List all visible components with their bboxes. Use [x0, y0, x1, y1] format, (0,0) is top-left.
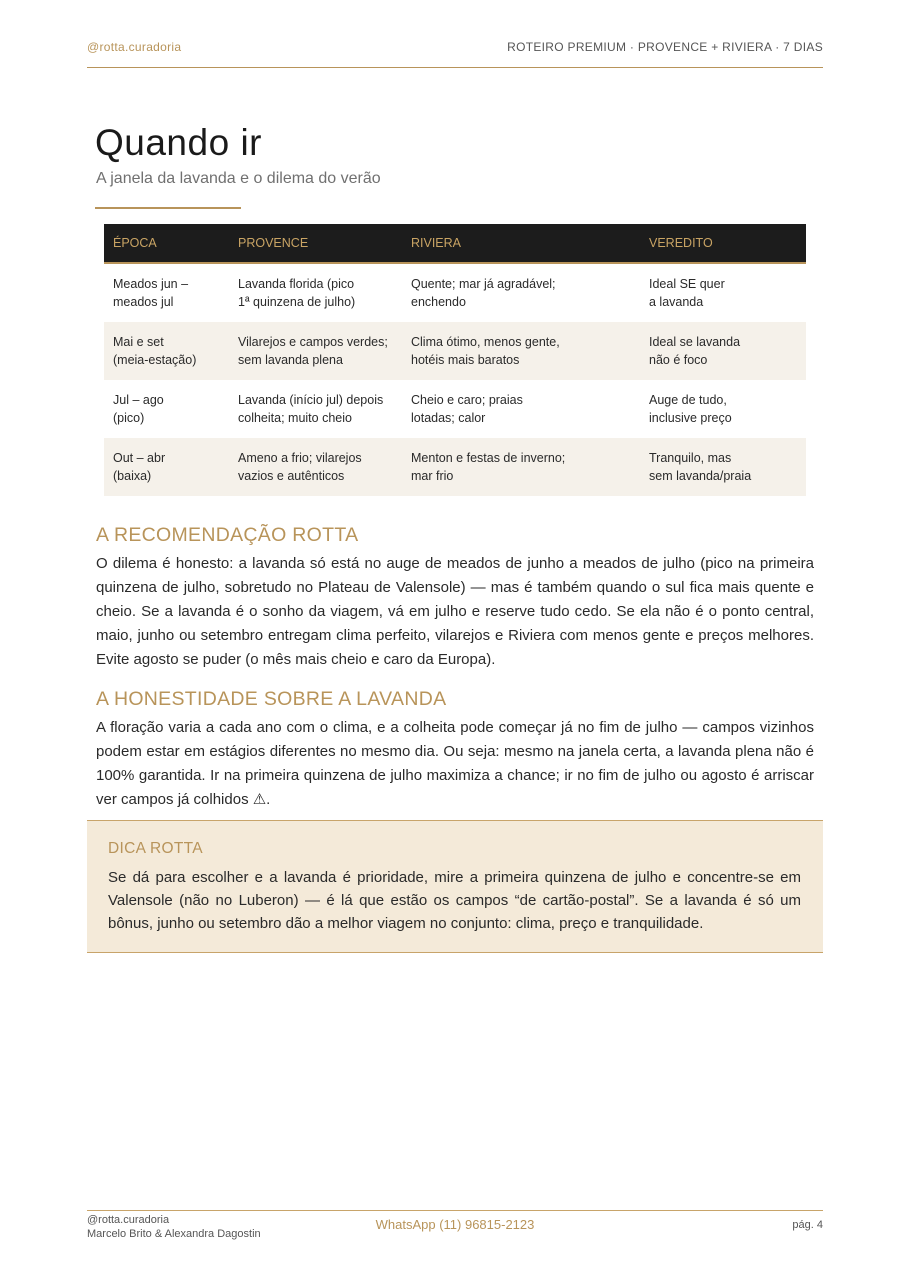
- column-header-provence: PROVENCE: [229, 224, 402, 263]
- cell-line: mar frio: [411, 469, 454, 483]
- footer-whatsapp: WhatsApp (11) 96815-2123: [375, 1217, 535, 1232]
- cell-line: (baixa): [113, 469, 152, 483]
- footer-credits: [87, 1213, 261, 1241]
- cell-line: Ideal SE quer: [649, 277, 725, 291]
- table-cell: [229, 380, 402, 438]
- cell-line: sem lavanda plena: [238, 353, 343, 367]
- table-cell: [640, 263, 806, 322]
- header-doc-title: ROTEIRO PREMIUM · PROVENCE + RIVIERA · 7 DIAS: [507, 40, 823, 54]
- page-number: pág. 4: [792, 1219, 823, 1231]
- table-cell: [402, 380, 640, 438]
- cell-line: (pico): [113, 411, 145, 425]
- table-row: [104, 322, 806, 380]
- table-cell: [402, 263, 640, 322]
- cell-line: a lavanda: [649, 295, 704, 309]
- table-cell: [640, 322, 806, 380]
- cell-line: Clima ótimo, menos gente,: [411, 335, 560, 349]
- cell-line: Lavanda florida (pico: [238, 277, 355, 291]
- table-header-row: [104, 224, 806, 263]
- table-cell: [104, 380, 229, 438]
- cell-line: Vilarejos e campos verdes;: [238, 335, 388, 349]
- cell-line: não é foco: [649, 353, 708, 367]
- table-cell: [229, 438, 402, 496]
- cell-line: Jul – ago: [113, 393, 164, 407]
- page-title: Quando ir: [95, 122, 262, 163]
- table-cell: [640, 380, 806, 438]
- cell-line: Mai e set: [113, 335, 164, 349]
- table-row: [104, 263, 806, 322]
- cell-line: Menton e festas de inverno;: [411, 451, 566, 465]
- table-cell: [229, 322, 402, 380]
- cell-line: Ameno a frio; vilarejos: [238, 451, 362, 465]
- cell-line: colheita; muito cheio: [238, 411, 352, 425]
- cell-line: meados jul: [113, 295, 174, 309]
- season-table: [104, 224, 806, 496]
- cell-line: (meia-estação): [113, 353, 197, 367]
- page-subtitle: A janela da lavanda e o dilema do verão: [96, 170, 381, 187]
- cell-line: Tranquilo, mas: [649, 451, 732, 465]
- table-cell: [402, 438, 640, 496]
- recommendation-paragraph: O dilema é honesto: a lavanda só está no auge de meados de junho a meados de julho (pico na primeira quinzena de julho, sobretudo no Plateau de Valensole) — mas é também quando o sul fica mais quente e cheio. Se a lavanda é o sonho da viagem, vá em julho e reserve tudo cedo. Se ela não é o ponto central, maio, junho ou setembro entregam clima perfeito, vilarejos e Riviera com menos gente e preços melhores. Evite agosto se puder (o mês mais cheio e caro da Europa).: [96, 555, 814, 668]
- table-cell: [104, 322, 229, 380]
- running-header: [87, 40, 823, 68]
- recommendation-heading: A RECOMENDAÇÃO ROTTA: [96, 524, 359, 546]
- table-cell: [402, 322, 640, 380]
- cell-line: Lavanda (início jul) depois: [238, 393, 384, 407]
- footer-divider: [87, 1210, 823, 1211]
- cell-line: 1ª quinzena de julho): [238, 295, 356, 309]
- table-cell: [104, 263, 229, 322]
- honesty-paragraph: A floração varia a cada ano com o clima, e a colheita pode começar já no fim de julho — campos vizinhos podem estar em estágios diferentes no mesmo dia. Ou seja: mesmo na janela certa, a lavanda plena não é 100% garantida. Ir na primeira quinzena de julho maximiza a chance; ir no fim de julho ou agosto é arriscar ver campos já colhidos ⚠.: [96, 719, 814, 808]
- table-cell: [104, 438, 229, 496]
- footer-handle: @rotta.curadoria: [87, 1214, 170, 1226]
- cell-line: inclusive preço: [649, 411, 732, 425]
- table-cell: [640, 438, 806, 496]
- honesty-heading: A HONESTIDADE SOBRE A LAVANDA: [96, 688, 447, 710]
- cell-line: hotéis mais baratos: [411, 353, 520, 367]
- table-row: [104, 380, 806, 438]
- tip-text: Se dá para escolher e a lavanda é prioridade, mire a primeira quinzena de julho e concentre-se em Valensole (não no Luberon) — é lá que estão os campos “de cartão-postal”. Se a lavanda é só um bônus, junho ou setembro dão a melhor viagem no conjunto: clima, preço e tranquilidade.: [108, 869, 801, 932]
- cell-line: vazios e autênticos: [238, 469, 345, 483]
- cell-line: Ideal se lavanda: [649, 335, 741, 349]
- table-row: [104, 438, 806, 496]
- cell-line: Out – abr: [113, 451, 166, 465]
- cell-line: Cheio e caro; praias: [411, 393, 523, 407]
- cell-line: lotadas; calor: [411, 411, 486, 425]
- footer-authors: Marcelo Brito & Alexandra Dagostin: [87, 1228, 261, 1240]
- cell-line: Auge de tudo,: [649, 393, 727, 407]
- cell-line: Meados jun –: [113, 277, 189, 291]
- table-cell: [229, 263, 402, 322]
- column-header-epoca: ÉPOCA: [104, 224, 229, 263]
- cell-line: enchendo: [411, 295, 466, 309]
- tip-box: [87, 820, 823, 953]
- column-header-riviera: RIVIERA: [402, 224, 640, 263]
- column-header-veredito: VEREDITO: [640, 224, 806, 263]
- cell-line: Quente; mar já agradável;: [411, 277, 556, 291]
- cell-line: sem lavanda/praia: [649, 469, 752, 483]
- tip-title: DICA ROTTA: [108, 840, 203, 857]
- header-handle: @rotta.curadoria: [87, 40, 182, 54]
- title-divider: [95, 207, 241, 209]
